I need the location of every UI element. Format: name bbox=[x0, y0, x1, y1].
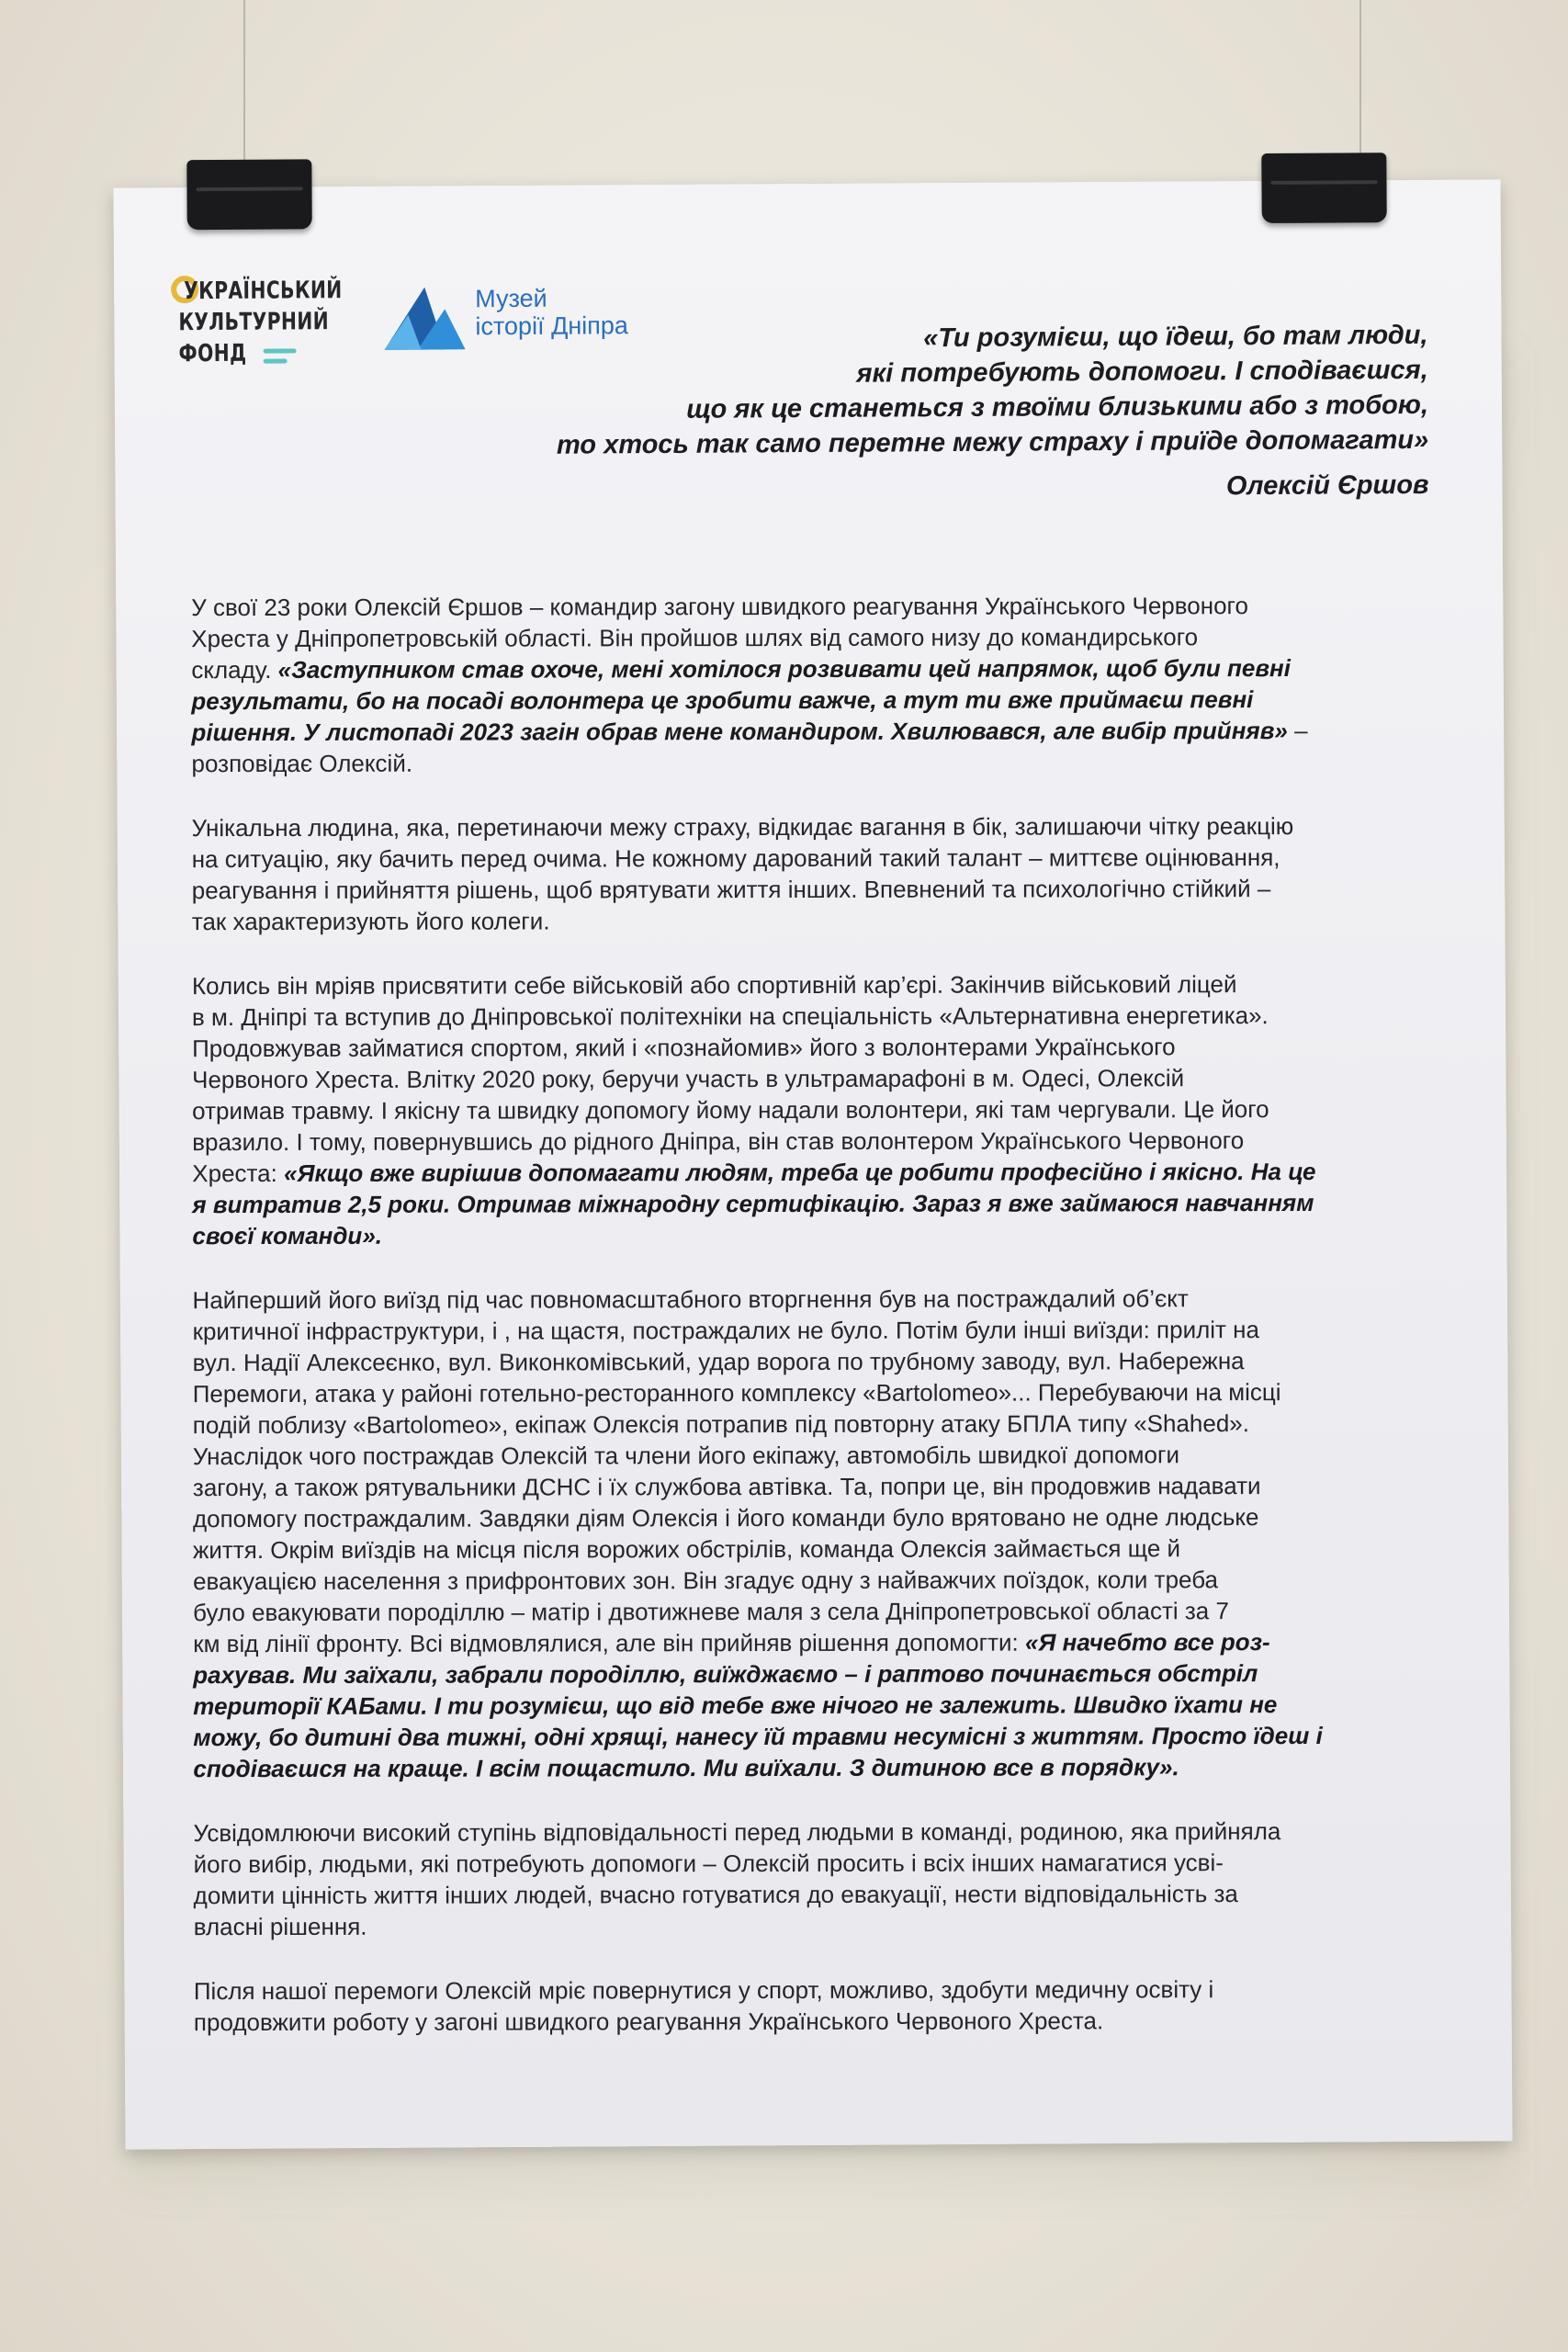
text-run: його вибір, людьми, які потребують допомоги – Олексій просить і всіх інших намагатися усві- bbox=[193, 1849, 1224, 1879]
text-run: Після нашої перемоги Олексій мріє повернутися у спорт, можливо, здобути медичну освіту і bbox=[193, 1975, 1214, 2006]
text-run: вразило. І тому, повернувшись до рідного Дніпра, він став волонтером Українського Червоного bbox=[192, 1126, 1245, 1157]
paragraph-line bbox=[194, 1847, 1388, 1880]
paragraph bbox=[192, 810, 1386, 937]
paragraph-line bbox=[193, 1376, 1387, 1409]
museum-logo-line-2: історії Дніпра bbox=[475, 311, 628, 341]
paragraph-line bbox=[192, 1062, 1386, 1095]
quote-line: то хтось так само перетне межу страху і приїде допомагати» bbox=[556, 424, 1429, 460]
text-run: Унаслідок чого постраждав Олексій та члени його екіпажу, автомобіль швидкої допомоги bbox=[192, 1441, 1179, 1471]
paragraph-line bbox=[193, 1345, 1387, 1378]
text-run: У свої 23 роки Олексій Єршов – командир загону швидкого реагування Українського Червоного bbox=[191, 592, 1248, 622]
quoted-speech: я витратив 2,5 роки. Отримав міжнародну сертифікацію. Зараз я вже займаюся навчанням bbox=[192, 1188, 1314, 1219]
text-run: – bbox=[1287, 717, 1308, 745]
museum-logo-line-1: Музей bbox=[475, 284, 547, 313]
paragraph-line bbox=[193, 1314, 1387, 1347]
quoted-speech: можу, бо дитині два тижні, одні хрящі, нанесу їй травми несумісні з життям. Просто їдеш і bbox=[193, 1721, 1323, 1752]
text-run: життя. Окрім виїздів на місця після ворожих обстрілів, команда Олексія займається ще й bbox=[192, 1534, 1181, 1565]
text-run: критичної інфраструктури, і , на щастя, постраждалих не було. Потім були інші виїзди: приліт на bbox=[192, 1316, 1260, 1346]
poster-sheet bbox=[113, 179, 1512, 2149]
quote-line: що як це станеться з твоїми близькими або з тобою, bbox=[686, 390, 1429, 424]
text-run: так характеризують його колеги. bbox=[191, 907, 550, 936]
text-run: подій поблизу «Bartolomeo», екіпаж Олексія потрапив під повторну атаку БПЛА типу «Shahed». bbox=[192, 1409, 1250, 1440]
text-run: Червоного Хреста. Влітку 2020 року, беручи участь в ультрамарафоні в м. Одесі, Олексій bbox=[192, 1064, 1185, 1094]
paragraph-line bbox=[193, 1626, 1387, 1659]
paragraph-line bbox=[194, 1909, 1388, 1942]
paragraph-line bbox=[192, 1125, 1386, 1158]
quoted-speech: рахував. Ми заїхали, забрали породіллю, виїжджаємо – і раптово починається обстріл bbox=[193, 1659, 1258, 1690]
hanging-wire-left bbox=[243, 0, 245, 184]
text-run: розповідає Олексій. bbox=[191, 749, 413, 778]
text-run: Хреста: bbox=[192, 1159, 285, 1188]
text-run: загону, а також рятувальники ДСНС і їх службова автівка. Та, попри це, він продовжив надавати bbox=[192, 1472, 1261, 1502]
paragraph bbox=[194, 1815, 1388, 1942]
text-run: Найперший його виїзд під час повномасштабного вторгнення був на постраждалий об’єкт bbox=[192, 1284, 1189, 1315]
text-run: складу. bbox=[191, 655, 278, 684]
text-run: допомогу постраждалим. Завдяки діям Олексія і його команди було врятовано не одне людське bbox=[192, 1503, 1259, 1533]
paragraph-line bbox=[191, 652, 1385, 685]
paragraph-line bbox=[193, 1501, 1387, 1534]
text-run: Продовжував займатися спортом, який і «познайомив» його з волонтерами Українського bbox=[192, 1033, 1176, 1063]
quoted-speech: своєї команди». bbox=[192, 1221, 383, 1250]
text-run: Унікальна людина, яка, перетинаючи межу страху, відкидає вагання в бік, залишаючи чітку реакцію bbox=[191, 812, 1294, 842]
text-run: Хреста у Дніпропетровській області. Він пройшов шлях від самого низу до командирського bbox=[191, 623, 1199, 653]
text-run: отримав травму. І якісну та швидку допомогу йому надали волонтери, які там чергували. Це його bbox=[192, 1095, 1269, 1125]
text-run: вул. Надії Алексеєнко, вул. Виконкомівський, удар ворога по трубному заводу, вул. Набережна bbox=[192, 1347, 1245, 1377]
quote-line: які потребують допомоги. І сподіваєшся, bbox=[856, 355, 1428, 389]
text-run: власні рішення. bbox=[193, 1912, 367, 1941]
quoted-speech: «Я начебто все роз- bbox=[1024, 1628, 1270, 1657]
text-run: Колись він мріяв присвятити себе військовій або спортивній кар’єрі. Закінчив військовий ліцей bbox=[191, 970, 1237, 1001]
paragraph bbox=[192, 968, 1387, 1251]
quoted-speech: території КАБами. І ти розумієш, що від тебе вже нічого не залежить. Швидко їхати не bbox=[193, 1690, 1278, 1721]
paragraph-line bbox=[194, 1878, 1388, 1911]
paragraph-line bbox=[193, 1720, 1387, 1753]
quoted-speech: результати, бо на посаді волонтера це зробити важче, а тут ти вже приймаєш певні bbox=[191, 685, 1254, 716]
text-run: продовжити роботу у загоні швидкого реагування Українського Червоного Хреста. bbox=[193, 2007, 1104, 2037]
ukf-logo-line-3: ФОНД bbox=[178, 339, 247, 368]
epigraph-quote bbox=[417, 318, 1428, 507]
binder-clip-right-icon bbox=[1261, 153, 1386, 223]
paragraph-line bbox=[191, 590, 1385, 623]
quote-author: Олексій Єршов bbox=[1225, 469, 1429, 502]
binder-clip-left-icon bbox=[186, 159, 311, 230]
paragraph-line bbox=[193, 1439, 1387, 1472]
paragraph-line bbox=[193, 1751, 1387, 1784]
quoted-speech: «Заступником став охоче, мені хотілося розвивати цей напрямок, щоб були певні bbox=[277, 654, 1291, 684]
quote-line: «Ти розумієш, що їдеш, бо там люди, bbox=[923, 320, 1428, 354]
text-run: домити цінність життя інших людей, вчасно готуватися до евакуації, нести відповідальність за bbox=[193, 1880, 1238, 1910]
paragraph-line bbox=[193, 1532, 1387, 1566]
paragraph-line bbox=[192, 1031, 1386, 1064]
text-run: реагування і прийняття рішень, щоб врятувати життя інших. Впевнений та психологічно стійкий – bbox=[191, 875, 1271, 905]
paragraph-line bbox=[191, 746, 1385, 779]
paragraph-line bbox=[194, 1973, 1388, 2007]
text-run: в м. Дніпрі та вступив до Дніпровської політехніки на спеціальність «Альтернативна енергетика». bbox=[191, 1001, 1269, 1032]
text-run: евакуацією населення з прифронтових зон. Він згадує одну з найважчих поїздок, коли треба bbox=[193, 1566, 1218, 1596]
paragraph-line bbox=[193, 1470, 1387, 1503]
paragraph-line bbox=[192, 1218, 1386, 1251]
article-body bbox=[191, 590, 1388, 2071]
text-run: км від лінії фронту. Всі відмовлялися, але він прийняв рішення допомогти: bbox=[193, 1628, 1026, 1658]
paragraph-line bbox=[194, 2005, 1388, 2038]
paragraph-line bbox=[191, 621, 1385, 654]
paragraph-line bbox=[192, 842, 1386, 875]
text-run: Усвідомлюючи високий ступінь відповідальності перед людьми в команді, родиною, яка прийняла bbox=[193, 1817, 1281, 1848]
paragraph-line bbox=[194, 1815, 1388, 1849]
paragraph-line bbox=[191, 715, 1385, 748]
paragraph-line bbox=[193, 1408, 1387, 1441]
text-run: було евакуювати породіллю – матір і двотижневе маля з села Дніпропетровської області за 7 bbox=[193, 1597, 1229, 1627]
text-run: Перемоги, атака у районі готельно-ресторанного комплексу «Bartolomeo»... Перебуваючи на місці bbox=[192, 1378, 1281, 1408]
paragraph-line bbox=[193, 1595, 1387, 1628]
ukf-logo-line-1: УКРАЇНСЬКИЙ bbox=[184, 277, 343, 306]
quoted-speech: «Якщо вже вирішив допомагати людям, треба це робити професійно і якісно. На це bbox=[284, 1157, 1316, 1187]
paragraph-line bbox=[192, 1283, 1386, 1316]
paragraph bbox=[192, 1283, 1387, 1784]
paragraph bbox=[194, 1973, 1388, 2038]
quoted-speech: сподіваєшся на краще. І всім пощастило. Ми виїхали. З дитиною все в порядку». bbox=[193, 1753, 1179, 1783]
paragraph bbox=[191, 590, 1385, 779]
paragraph-line bbox=[193, 1657, 1387, 1690]
paragraph-line bbox=[192, 1000, 1386, 1033]
text-run: на ситуацію, яку бачить перед очима. Не кожному дарований такий талант – миттєве оцінювання, bbox=[191, 843, 1280, 874]
logo-bars-icon bbox=[264, 348, 297, 367]
paragraph-line bbox=[193, 1564, 1387, 1597]
paragraph-line bbox=[192, 810, 1386, 843]
paragraph-line bbox=[192, 904, 1386, 937]
ukf-logo-line-2: КУЛЬТУРНИЙ bbox=[178, 308, 330, 337]
quoted-speech: рішення. У листопаді 2023 загін обрав мене командиром. Хвилювався, але вибір прийняв» bbox=[191, 717, 1288, 747]
paragraph-line bbox=[191, 684, 1385, 717]
paragraph-line bbox=[193, 1689, 1387, 1722]
paragraph-line bbox=[192, 1187, 1386, 1220]
ukrainian-cultural-foundation-logo bbox=[171, 275, 343, 386]
paragraph-line bbox=[192, 873, 1386, 906]
paragraph-line bbox=[192, 1093, 1386, 1126]
paragraph-line bbox=[192, 968, 1386, 1001]
paragraph-line bbox=[192, 1156, 1386, 1189]
